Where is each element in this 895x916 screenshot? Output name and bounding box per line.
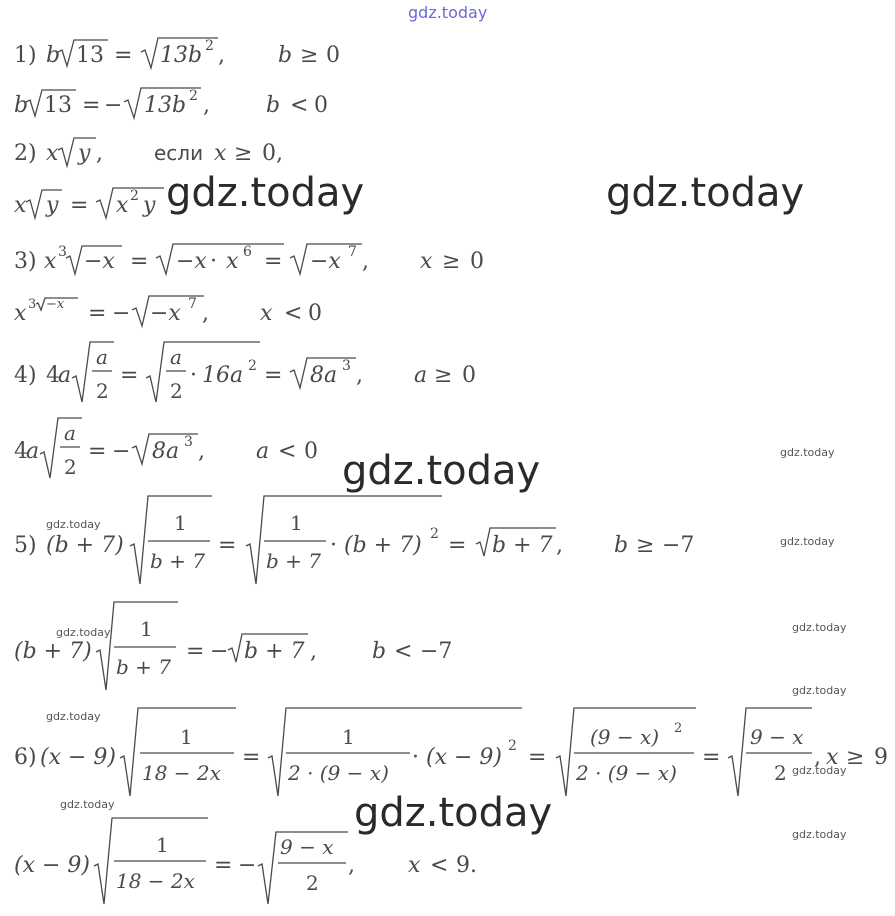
exponent-3: 3 bbox=[342, 358, 351, 374]
term-8a: 8a bbox=[310, 363, 338, 388]
equals-sign: = bbox=[218, 533, 237, 558]
minus-sign: − bbox=[112, 301, 131, 326]
watermark-small: gdz.today bbox=[46, 710, 101, 723]
zero: 0 bbox=[314, 93, 328, 118]
fraction-denominator: b + 7 bbox=[150, 549, 205, 573]
var-y: y bbox=[78, 141, 91, 166]
var-x: x bbox=[214, 141, 227, 166]
fraction-denominator: 2 bbox=[170, 379, 183, 403]
item-number-3: 3) bbox=[14, 249, 37, 274]
exponent-7: 7 bbox=[188, 296, 197, 312]
var-x: x bbox=[826, 745, 839, 770]
lt-sign: < bbox=[394, 639, 413, 664]
svg-text:4: 4 bbox=[46, 363, 60, 388]
fraction-denominator: b + 7 bbox=[266, 549, 321, 573]
term-neg-x: −x bbox=[310, 249, 341, 274]
fraction-denominator: 2 bbox=[96, 379, 109, 403]
line-5 bbox=[14, 244, 484, 274]
term-b-plus-7: (b + 7) bbox=[14, 639, 92, 664]
neg-seven: −7 bbox=[420, 639, 453, 664]
radical-sign bbox=[728, 708, 812, 796]
watermark-small: gdz.today bbox=[792, 621, 847, 634]
line-9 bbox=[14, 496, 694, 584]
term-8a: 8a bbox=[152, 439, 180, 464]
lt-sign: < bbox=[278, 439, 297, 464]
var-x: x bbox=[260, 301, 273, 326]
dot-operator: · bbox=[412, 745, 419, 770]
exponent-3: 3 bbox=[184, 434, 193, 450]
var-x: x bbox=[420, 249, 433, 274]
fraction-numerator: 9 − x bbox=[280, 835, 334, 859]
term-x-minus-9: (x − 9) bbox=[40, 745, 116, 770]
exponent-6: 6 bbox=[243, 244, 252, 260]
var-x: x bbox=[14, 301, 27, 326]
var-x: x bbox=[408, 853, 421, 878]
equals-sign: = bbox=[186, 639, 205, 664]
fraction-denominator: 2 bbox=[64, 455, 77, 479]
comma: , bbox=[362, 249, 369, 274]
equals-sign: = bbox=[264, 363, 283, 388]
item-number-4: 4) bbox=[14, 363, 37, 388]
var-b: b bbox=[266, 93, 281, 118]
equals-sign: = bbox=[88, 439, 107, 464]
zero: 0 bbox=[304, 439, 318, 464]
watermark-small: gdz.today bbox=[46, 518, 101, 531]
watermark-small: gdz.today bbox=[792, 828, 847, 841]
equals-sign: = bbox=[242, 745, 261, 770]
line-7 bbox=[14, 342, 476, 403]
item-number-6: 6) bbox=[14, 745, 37, 770]
watermark-top: gdz.today bbox=[408, 3, 488, 22]
term-b-plus-7: b + 7 bbox=[492, 533, 553, 558]
comma: , bbox=[218, 43, 225, 68]
item-number-2: 2) bbox=[14, 141, 37, 166]
fraction-numerator: 1 bbox=[156, 833, 169, 857]
fraction-numerator: 9 − x bbox=[750, 725, 804, 749]
nine: 9. bbox=[456, 853, 477, 878]
term-b-plus-7: b + 7 bbox=[244, 639, 305, 664]
var-x: x bbox=[46, 141, 59, 166]
line-6 bbox=[14, 296, 322, 326]
equals-sign: = bbox=[70, 193, 89, 218]
line-1 bbox=[14, 38, 340, 68]
var-a: a bbox=[58, 363, 72, 388]
comma: , bbox=[202, 301, 209, 326]
term-x-minus-9: (x − 9) bbox=[426, 745, 502, 770]
equals-sign: = bbox=[120, 363, 139, 388]
exponent-3: 3 bbox=[28, 297, 37, 312]
ge-sign: ≥ bbox=[442, 249, 461, 274]
fraction-denominator: b + 7 bbox=[116, 655, 171, 679]
minus-sign: − bbox=[238, 853, 257, 878]
var-b: b bbox=[278, 43, 293, 68]
fraction-numerator: a bbox=[64, 421, 76, 445]
neg-seven: −7 bbox=[662, 533, 695, 558]
var-x: x bbox=[226, 249, 239, 274]
comma: , bbox=[96, 141, 103, 166]
equals-sign: = bbox=[88, 301, 107, 326]
item-number-1: 1) bbox=[14, 43, 37, 68]
term-13b: 13b bbox=[144, 93, 187, 118]
exponent-3: 3 bbox=[58, 244, 67, 260]
fraction-denominator: 18 − 2x bbox=[116, 869, 195, 893]
exponent-2: 2 bbox=[674, 721, 683, 736]
lt-sign: < bbox=[290, 93, 309, 118]
fraction-numerator: 1 bbox=[174, 511, 187, 535]
ge-sign: ≥ bbox=[636, 533, 655, 558]
var-b: b bbox=[14, 93, 29, 118]
watermark-small: gdz.today bbox=[780, 446, 835, 459]
dot-operator: · bbox=[210, 249, 217, 274]
term-16a: 16a bbox=[202, 363, 244, 388]
equals-sign: = bbox=[214, 853, 233, 878]
minus-sign: − bbox=[112, 439, 131, 464]
fraction-denominator: 18 − 2x bbox=[142, 761, 221, 785]
fraction-denominator: 2 bbox=[774, 761, 787, 785]
var-y: y bbox=[143, 193, 156, 218]
watermark-small: gdz.today bbox=[792, 764, 847, 777]
svg-text:4: 4 bbox=[14, 439, 28, 464]
exponent-2: 2 bbox=[130, 188, 139, 204]
fraction-numerator: a bbox=[96, 345, 108, 369]
exponent-2: 2 bbox=[248, 358, 257, 374]
var-a: a bbox=[256, 439, 270, 464]
line-8 bbox=[14, 418, 318, 479]
exponent-2: 2 bbox=[189, 88, 198, 104]
fraction-denominator: 2 bbox=[306, 871, 319, 895]
exponent-2: 2 bbox=[205, 38, 214, 54]
dot-operator: · bbox=[190, 363, 197, 388]
comma: , bbox=[356, 363, 363, 388]
exponent-7: 7 bbox=[348, 244, 357, 260]
number-13: 13 bbox=[76, 43, 104, 68]
equals-sign: = bbox=[82, 93, 101, 118]
line-11 bbox=[14, 708, 888, 796]
equals-sign: = bbox=[130, 249, 149, 274]
fraction-numerator: 1 bbox=[290, 511, 303, 535]
zero: 0 bbox=[308, 301, 322, 326]
fraction-numerator: 1 bbox=[140, 617, 153, 641]
term-b-plus-7: (b + 7) bbox=[46, 533, 124, 558]
equals-sign: = bbox=[448, 533, 467, 558]
term-b-plus-7: (b + 7) bbox=[344, 533, 422, 558]
term-13b: 13b bbox=[160, 43, 203, 68]
watermark-small: gdz.today bbox=[792, 684, 847, 697]
line-4 bbox=[14, 188, 164, 218]
var-x: x bbox=[14, 193, 27, 218]
nine: 9 bbox=[874, 745, 888, 770]
number-13: 13 bbox=[44, 93, 72, 118]
term-neg-x: −x bbox=[176, 249, 207, 274]
exponent-2: 2 bbox=[508, 738, 517, 754]
comma: , bbox=[814, 745, 821, 770]
lt-sign: < bbox=[284, 301, 303, 326]
var-b: b bbox=[372, 639, 387, 664]
zero: 0 bbox=[262, 141, 276, 166]
fraction-numerator: 1 bbox=[180, 725, 193, 749]
var-b: b bbox=[614, 533, 629, 558]
watermark-small: gdz.today bbox=[780, 535, 835, 548]
var-b: b bbox=[46, 43, 61, 68]
minus-sign: − bbox=[210, 639, 229, 664]
term-neg-x: −x bbox=[46, 297, 65, 312]
exponent-2: 2 bbox=[430, 526, 439, 542]
item-number-5: 5) bbox=[14, 533, 37, 558]
comma: , bbox=[198, 439, 205, 464]
fraction-denominator: 2 · (9 − x) bbox=[288, 761, 389, 785]
equals-sign: = bbox=[702, 745, 721, 770]
minus-sign: − bbox=[104, 93, 123, 118]
equals-sign: = bbox=[114, 43, 133, 68]
ge-sign: ≥ bbox=[434, 363, 453, 388]
equals-sign: = bbox=[264, 249, 283, 274]
comma: , bbox=[310, 639, 317, 664]
comma: , bbox=[556, 533, 563, 558]
equals-sign: = bbox=[528, 745, 547, 770]
fraction-numerator: a bbox=[170, 345, 182, 369]
ge-sign: ≥ bbox=[846, 745, 865, 770]
fraction-numerator: (9 − x) bbox=[590, 725, 660, 749]
zero: 0 bbox=[462, 363, 476, 388]
line-10 bbox=[14, 602, 452, 690]
watermark-small: gdz.today bbox=[60, 798, 115, 811]
ge-sign: ≥ bbox=[234, 141, 253, 166]
watermark-big: gdz.today bbox=[606, 170, 805, 216]
watermark-small: gdz.today bbox=[56, 626, 111, 639]
dot-operator: · bbox=[330, 533, 337, 558]
var-a: a bbox=[414, 363, 428, 388]
comma: , bbox=[348, 853, 355, 878]
term-x-minus-9: (x − 9) bbox=[14, 853, 90, 878]
line-3 bbox=[14, 138, 283, 166]
line-2 bbox=[14, 88, 328, 118]
var-y: y bbox=[46, 193, 59, 218]
ge-sign: ≥ bbox=[300, 43, 319, 68]
fraction-numerator: 1 bbox=[342, 725, 355, 749]
word-esli: если bbox=[154, 141, 204, 165]
zero: 0 bbox=[326, 43, 340, 68]
comma: , bbox=[276, 141, 283, 166]
var-x: x bbox=[44, 249, 57, 274]
term-neg-x: −x bbox=[150, 301, 181, 326]
watermark-big: gdz.today bbox=[166, 170, 365, 216]
lt-sign: < bbox=[430, 853, 449, 878]
watermark-big: gdz.today bbox=[342, 448, 541, 494]
var-x: x bbox=[116, 193, 129, 218]
zero: 0 bbox=[470, 249, 484, 274]
comma: , bbox=[203, 93, 210, 118]
term-neg-x: −x bbox=[84, 249, 115, 274]
var-a: a bbox=[26, 439, 40, 464]
watermark-big: gdz.today bbox=[354, 790, 553, 836]
fraction-denominator: 2 · (9 − x) bbox=[576, 761, 677, 785]
